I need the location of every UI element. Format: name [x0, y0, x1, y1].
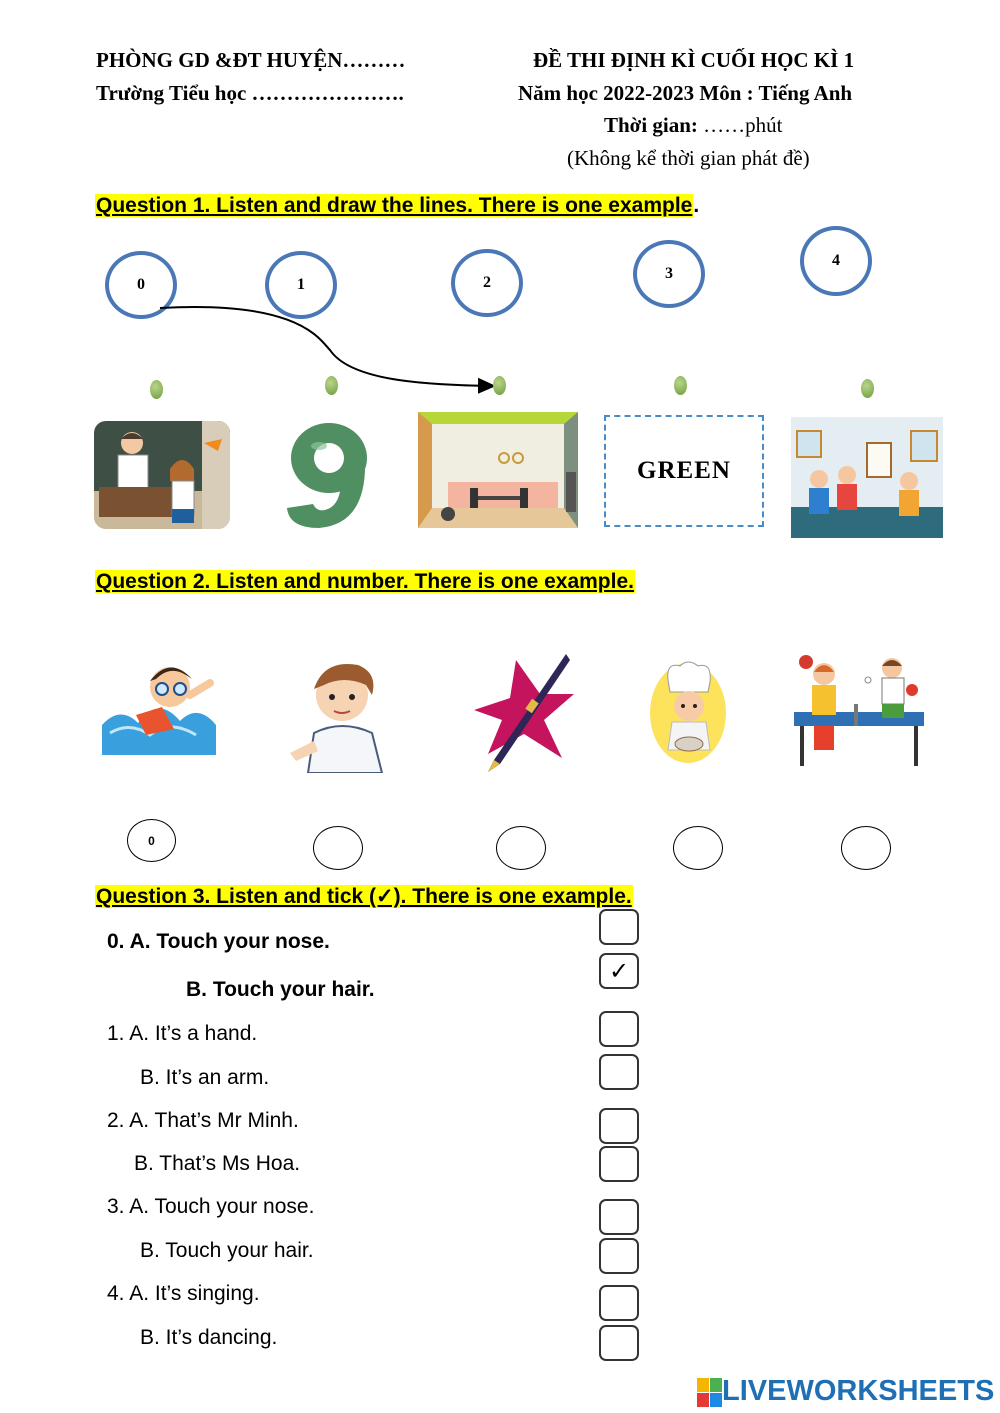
header-school-year: Năm học 2022-2023 Môn : Tiếng Anh: [518, 81, 853, 105]
answer-circle-example: 0: [127, 819, 176, 862]
chef-picture: [648, 658, 728, 768]
art-class-illustration: [791, 417, 943, 538]
match-dot-1[interactable]: [150, 380, 163, 399]
tick-box-2a[interactable]: [599, 1108, 639, 1144]
nine-illustration: [279, 420, 379, 532]
q1-title-end: .: [693, 194, 700, 217]
boy-illustration: [284, 655, 394, 773]
tick-box-example-a: [599, 909, 639, 945]
tick-box-1b[interactable]: [599, 1054, 639, 1090]
table-tennis-illustration: [790, 650, 930, 772]
liveworksheets-logo-icon: [697, 1378, 723, 1408]
header-note: (Không kể thời gian phát đề): [567, 146, 810, 170]
match-dot-4[interactable]: [674, 376, 687, 395]
answer-circle-2[interactable]: [496, 826, 546, 870]
q3-item3-option-b: B. Touch your hair.: [140, 1239, 314, 1262]
swimming-girl-picture: [100, 655, 218, 760]
green-word: GREEN: [637, 457, 731, 484]
liveworksheets-watermark: LIVEWORKSHEETS: [722, 1375, 995, 1407]
q3-item1-option-a: 1. A. It’s a hand.: [107, 1022, 258, 1045]
q3-item3-option-a: 3. A. Touch your nose.: [107, 1195, 315, 1218]
tick-box-3b[interactable]: [599, 1238, 639, 1274]
header-exam-title: ĐỀ THI ĐỊNH KÌ CUỐI HỌC KÌ 1: [533, 48, 855, 72]
gym-picture: [418, 412, 578, 528]
tick-box-2b[interactable]: [599, 1146, 639, 1182]
q2-heading: [95, 570, 635, 594]
q3-heading: [95, 884, 633, 909]
number-circle-0: 0: [105, 251, 177, 319]
q3-item1-option-b: B. It’s an arm.: [140, 1066, 270, 1089]
match-dot-5[interactable]: [861, 379, 874, 398]
chef-illustration: [648, 658, 728, 768]
tick-box-4a[interactable]: [599, 1285, 639, 1321]
match-dot-2[interactable]: [325, 376, 338, 395]
q3-title: Question 3. Listen and tick (✓). There is one example.: [96, 885, 632, 908]
tick-box-example-b: [599, 953, 639, 989]
q3-item4-option-a: 4. A. It’s singing.: [107, 1282, 260, 1305]
q3-item4-option-b: B. It’s dancing.: [140, 1326, 278, 1349]
tick-box-3a[interactable]: [599, 1199, 639, 1235]
header-school: Trường Tiểu học ………………….: [96, 81, 404, 105]
table-tennis-picture: [790, 650, 930, 772]
number-circle-2: 2: [451, 249, 523, 317]
example-line: [0, 0, 1000, 420]
q2-title: Question 2. Listen and number. There is one example.: [96, 570, 634, 593]
answer-circle-3[interactable]: [673, 826, 723, 870]
answer-circle-1[interactable]: [313, 826, 363, 870]
pen-picture: [470, 650, 576, 774]
time-label: Thời gian:: [604, 113, 698, 137]
match-dot-3[interactable]: [493, 376, 506, 395]
q3-example-option-a: 0. A. Touch your nose.: [107, 930, 330, 953]
q1-title: Question 1. Listen and draw the lines. There is one example: [96, 194, 693, 217]
header-department: PHÒNG GD &ĐT HUYỆN………: [96, 48, 406, 72]
tick-box-1a[interactable]: [599, 1011, 639, 1047]
number-circle-3: 3: [633, 240, 705, 308]
number-nine-picture: [279, 420, 379, 532]
art-class-picture: [791, 417, 943, 538]
q3-item2-option-b: B. That’s Ms Hoa.: [134, 1152, 301, 1175]
tick-box-4b[interactable]: [599, 1325, 639, 1361]
teacher-student-illustration: [94, 421, 230, 529]
number-circle-1: 1: [265, 251, 337, 319]
check-mark-icon: ✓: [608, 957, 630, 985]
q3-example-option-b: B. Touch your hair.: [186, 978, 375, 1001]
pen-illustration: [470, 650, 576, 774]
q3-item2-option-a: 2. A. That’s Mr Minh.: [107, 1109, 299, 1132]
answer-circle-4[interactable]: [841, 826, 891, 870]
number-circle-4: 4: [800, 226, 872, 296]
swimming-illustration: [100, 655, 218, 760]
gym-illustration: [418, 412, 578, 528]
classroom-teacher-picture: [94, 421, 230, 529]
boy-picture: [284, 655, 394, 773]
green-word-card: [604, 415, 764, 527]
time-value: ……phút: [697, 113, 783, 137]
